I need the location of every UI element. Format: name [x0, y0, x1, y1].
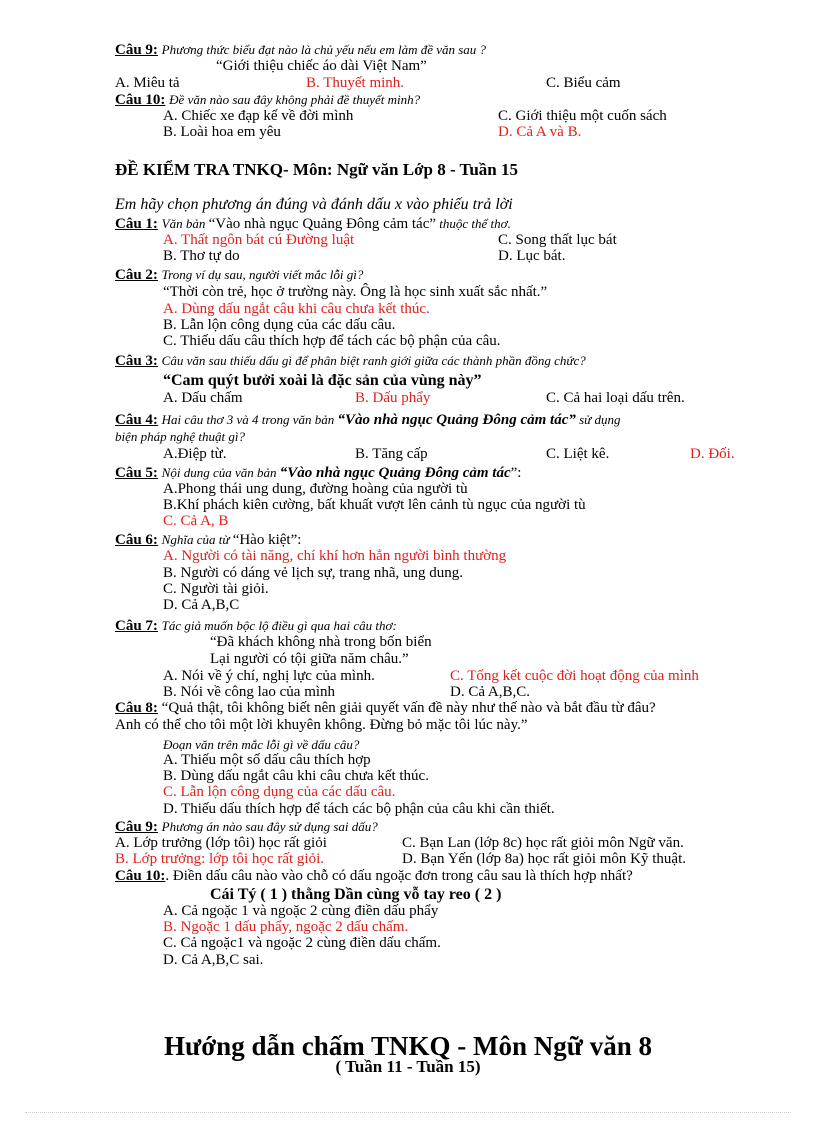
term: “Hào kiệt”: [232, 532, 302, 548]
work-title: “Vào nhà ngục Quảng Đông cảm tác” [337, 412, 576, 428]
option-d: D. Bạn Yến (lớp 8a) học rất giỏi môn Kỹ thuật. [402, 851, 686, 867]
question-1 [115, 215, 511, 233]
option-a: A. Cả ngoặc 1 và ngoặc 2 cùng điền dấu phẩy [163, 903, 439, 919]
question-9 [115, 818, 378, 836]
option-c: C. Liệt kê. [546, 446, 610, 462]
option-d-answer: D. Cả A và B. [498, 124, 582, 140]
question-4 [115, 411, 621, 429]
question-text: Trong ví dụ sau, người viết mắc lỗi gì? [161, 267, 364, 282]
option-c: C. Giới thiệu một cuốn sách [498, 108, 667, 124]
option-c: C. Biểu cảm [546, 75, 621, 91]
question-label: Câu 9: [115, 42, 158, 58]
question-8 [115, 700, 656, 717]
exam-heading: ĐỀ KIỂM TRA TNKQ- Môn: Ngữ văn Lớp 8 - Tuần 15 [115, 160, 518, 179]
option-c: C. Cả hai loại dấu trên. [546, 390, 685, 406]
question-text: Hai câu thơ 3 và 4 trong văn bản [161, 412, 338, 427]
option-a-answer: A. Dùng dấu ngắt câu khi câu chưa kết thúc. [163, 301, 430, 317]
question-text: . Điền dấu câu nào vào chỗ có dấu ngoặc đơn trong câu sau là thích hợp nhất? [165, 868, 633, 884]
option-c-answer: C. Lẫn lộn công dụng của các dấu câu. [163, 784, 396, 800]
question-text: Đoạn văn trên mắc lỗi gì về dấu câu? [163, 737, 360, 752]
option-b: B. Dùng dấu ngắt câu khi câu chưa kết thúc. [163, 768, 429, 784]
q10-prev-question [115, 91, 420, 109]
question-text: Nội dung của văn bản [161, 465, 280, 480]
answer-key-title: Hướng dẫn chấm TNKQ - Môn Ngữ văn 8 [164, 1031, 652, 1061]
question-label: Câu 2: [115, 267, 158, 283]
verse-line-2: Lại người có tội giữa năm châu.” [210, 651, 409, 667]
question-text: Tác giả muốn bộc lộ điều gì qua hai câu thơ: [161, 618, 397, 633]
option-a: A. Lớp trưởng (lớp tôi) học rất giỏi [115, 835, 327, 851]
question-text: Câu văn sau thiếu dấu gì để phân biệt ranh giới giữa các thành phần đồng chức? [161, 353, 586, 368]
page-divider [25, 1112, 791, 1113]
quote-cont: Anh có thể cho tôi một lời khuyên không. Đừng bỏ mặc tôi lúc này.” [115, 717, 528, 733]
question-label: Câu 9: [115, 819, 158, 835]
option-d: D. Thiếu dấu thích hợp để tách các bộ phận của câu khi cần thiết. [163, 801, 555, 817]
option-c-answer: C. Tổng kết cuộc đời hoạt động của mình [450, 668, 699, 684]
work-title: “Vào nhà ngục Quảng Đông cảm tác [279, 465, 511, 481]
quote: “Quả thật, tôi không biết nên giải quyết vấn đề này như thế nào và bắt đầu từ đâu? [161, 700, 656, 716]
question-6 [115, 531, 301, 549]
question-label: Câu 1: [115, 216, 158, 232]
option-a-answer: A. Người có tài năng, chí khí hơn hẳn người bình thường [163, 548, 507, 564]
question-label: Câu 5: [115, 465, 158, 481]
instruction: Em hãy chọn phương án đúng và đánh dấu x vào phiếu trả lời [115, 196, 513, 213]
option-a: A. Miêu tả [115, 75, 180, 91]
option-b: B.Khí phách kiên cường, bất khuất vượt lên cảnh tù ngục của người tù [163, 497, 586, 513]
option-d: D. Cả A,B,C. [450, 684, 531, 700]
option-a: A. Chiếc xe đạp kể về đời mình [163, 108, 354, 124]
option-b: B. Người có dáng vẻ lịch sự, trang nhã, ung dung. [163, 565, 463, 581]
option-c: C. Song thất lục bát [498, 232, 617, 248]
question-label: Câu 7: [115, 618, 158, 634]
question-5 [115, 464, 521, 482]
question-text: Đề văn nào sau đây không phải đề thuyết minh? [169, 92, 421, 107]
quote: “Cam quýt bưởi xoài là đặc sản của vùng này” [163, 372, 482, 389]
option-a: A. Dấu chấm [163, 390, 243, 406]
question-3 [115, 352, 586, 370]
topic-text: “Giới thiệu chiếc áo dài Việt Nam” [216, 58, 427, 74]
question-label: Câu 10: [115, 92, 166, 108]
question-text: Văn bản [161, 216, 209, 231]
quote: “Thời còn trẻ, học ở trường này. Ông là học sinh xuất sắc nhất.” [163, 284, 548, 300]
option-b-answer: B. Ngoặc 1 dấu phẩy, ngoặc 2 dấu chấm. [163, 919, 409, 935]
option-a: A. Nói về ý chí, nghị lực của mình. [163, 668, 375, 684]
question-text: Nghĩa của từ [161, 532, 233, 547]
q9-prev-question [115, 41, 486, 59]
option-b: B. Thơ tự do [163, 248, 240, 264]
quote: Cái Tý ( 1 ) thằng Dần cùng vỗ tay reo ( 2 ) [210, 886, 502, 903]
option-b-answer: B. Thuyết minh. [306, 75, 405, 91]
option-d: D. Lục bát. [498, 248, 566, 264]
option-c-answer: C. Cả A, B [163, 513, 229, 529]
answer-key-subtitle: ( Tuần 11 - Tuần 15) [335, 1057, 481, 1076]
question-label: Câu 8: [115, 700, 158, 716]
question-text: Phương án nào sau đây sử dụng sai dấu? [161, 819, 378, 834]
option-d: D. Cả A,B,C [163, 597, 240, 613]
option-a: A.Điệp từ. [163, 446, 227, 462]
option-b-answer: B. Lớp trưởng: lớp tôi học rất giỏi. [115, 851, 324, 867]
option-a: A. Thiếu một số dấu câu thích hợp [163, 752, 371, 768]
question-text: thuộc thể thơ. [436, 216, 511, 231]
option-b: B. Tăng cấp [355, 446, 428, 462]
question-2 [115, 266, 363, 284]
question-label: Câu 4: [115, 412, 158, 428]
option-d: D. Cả A,B,C sai. [163, 952, 264, 968]
option-c: C. Thiếu dấu câu thích hợp để tách các bộ phận của câu. [163, 333, 501, 349]
question-label: Câu 6: [115, 532, 158, 548]
question-text-cont: biện pháp nghệ thuật gì? [115, 429, 245, 444]
question-text: Phương thức biểu đạt nào là chủ yếu nếu em làm đề văn sau ? [161, 42, 487, 57]
question-label: Câu 3: [115, 353, 158, 369]
option-b: B. Loài hoa em yêu [163, 124, 281, 140]
question-7 [115, 617, 397, 635]
option-c: C. Người tài giỏi. [163, 581, 269, 597]
option-b-answer: B. Dấu phẩy [355, 390, 431, 406]
option-a-answer: A. Thất ngôn bát cú Đường luật [163, 232, 355, 248]
verse-line-1: “Đã khách không nhà trong bốn biển [210, 634, 432, 650]
work-title: “Vào nhà ngục Quảng Đông cảm tác” [208, 216, 437, 232]
question-10 [115, 868, 633, 885]
option-a: A.Phong thái ung dung, đường hoàng của người tù [163, 481, 468, 497]
option-d-answer: D. Đối. [690, 446, 735, 462]
question-label: Câu 10: [115, 868, 166, 884]
option-c: C. Bạn Lan (lớp 8c) học rất giỏi môn Ngữ văn. [402, 835, 684, 851]
option-c: C. Cả ngoặc1 và ngoặc 2 cùng điền dấu chấm. [163, 935, 441, 951]
option-b: B. Nói về công lao của mình [163, 684, 336, 700]
question-text: sử dụng [575, 412, 621, 427]
option-b: B. Lẫn lộn công dụng của các dấu câu. [163, 317, 396, 333]
question-text: ”: [510, 465, 522, 481]
